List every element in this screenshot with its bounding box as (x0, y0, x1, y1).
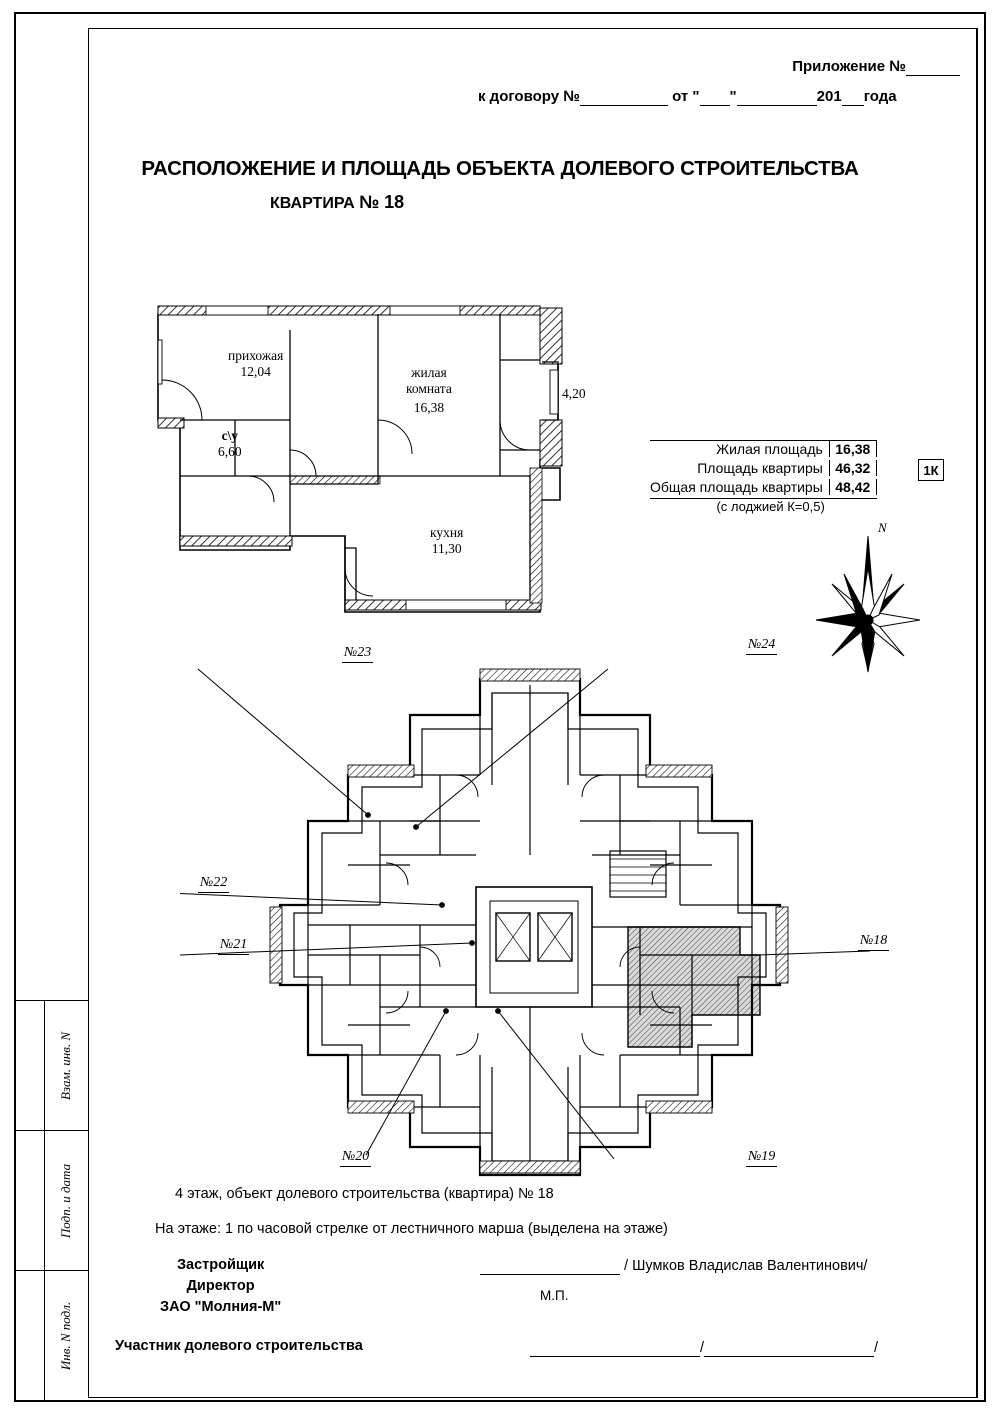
participant-slash-2: / (874, 1340, 879, 1356)
contract-year-suffix: года (863, 88, 897, 105)
area-label-flat: Площадь квартиры (697, 460, 823, 476)
area-value-total: 48,42 (829, 479, 877, 495)
contract-quote: " (729, 88, 737, 105)
stamp-column (16, 1000, 88, 1400)
page-subtitle (270, 192, 404, 213)
stamp-text-vzam: Взам. инв. N (58, 1031, 74, 1100)
room-name-living-2: комната (406, 380, 452, 396)
room-label-kitchen (430, 525, 463, 556)
callout-23: №23 (342, 645, 373, 663)
appendix-blank (906, 58, 960, 76)
room-label-hallway (228, 348, 283, 379)
room-area-kitchen: 11,30 (431, 540, 462, 556)
room-label-bathroom (218, 428, 242, 459)
developer-label: Застройщик (176, 1257, 265, 1273)
stamp-cell-podp (16, 1131, 88, 1271)
room-name-kitchen: кухня (430, 525, 464, 540)
stamp-cell-vzam (16, 1001, 88, 1131)
company-name: ЗАО "Молния-М" (160, 1299, 282, 1316)
participant-label: Участник долевого строительства (115, 1338, 363, 1354)
room-label-loggia (562, 386, 586, 402)
room-name-hallway: прихожая (228, 348, 284, 363)
contract-day-blank (700, 88, 730, 106)
contract-month-blank (737, 88, 817, 106)
contract-prefix: к договору № (478, 88, 580, 105)
callout-24: №24 (746, 637, 777, 655)
area-label-total: Общая площадь квартиры (650, 479, 823, 495)
page-title: РАСПОЛОЖЕНИЕ И ПЛОЩАДЬ ОБЪЕКТА ДОЛЕВОГО СТРОИТЕЛЬСТВА (141, 157, 859, 180)
area-label-living: Жилая площадь (716, 441, 823, 457)
participant-blank-1 (530, 1340, 700, 1357)
callout-19: №19 (746, 1149, 777, 1167)
callout-22: №22 (198, 875, 229, 893)
stamp-cell-inv (16, 1271, 88, 1401)
subtitle-prefix: КВАРТИРА (270, 195, 355, 212)
floor-plan (180, 637, 888, 1185)
participant-signature-lines (530, 1340, 878, 1357)
room-area-living: 16,38 (413, 400, 445, 416)
appendix-line (792, 58, 960, 76)
floor-plan-svg (180, 655, 880, 1185)
stamp-label-podp (44, 1131, 88, 1270)
area-row-living (650, 440, 877, 460)
room-area-loggia: 4,20 (562, 386, 586, 401)
signature-name: / Шумков Владислав Валентинович/ (624, 1258, 868, 1274)
apartment-plan-svg (140, 300, 620, 630)
mp-label: М.П. (540, 1288, 569, 1303)
appendix-label: Приложение № (792, 58, 906, 75)
area-note: (с лоджией К=0,5) (716, 499, 825, 514)
room-name-bathroom: с\у (221, 428, 239, 443)
area-row-total (650, 479, 877, 499)
subtitle-number: № 18 (359, 192, 405, 212)
callout-20: №20 (340, 1149, 371, 1167)
stamp-text-podp: Подп. и дата (58, 1163, 74, 1238)
director-label: Директор (186, 1278, 255, 1295)
area-value-living: 16,38 (829, 441, 877, 457)
room-area-hallway: 12,04 (240, 363, 271, 379)
area-row-flat (650, 460, 877, 479)
contract-year: 201 (816, 88, 842, 105)
position-info-line: На этаже: 1 по часовой стрелке от лестничного марша (выделена на этаже) (155, 1221, 668, 1237)
stamp-label-inv (44, 1271, 88, 1401)
room-area-bathroom: 6,60 (218, 443, 242, 459)
highlighted-apartment-18 (628, 927, 760, 1047)
participant-slash-1: / (700, 1340, 705, 1356)
contract-year-blank (842, 88, 864, 106)
participant-blank-2 (704, 1340, 874, 1357)
area-summary (650, 440, 939, 514)
callout-21: №21 (218, 937, 249, 955)
contract-line (478, 88, 897, 106)
signature-line (480, 1258, 867, 1275)
developer-block (160, 1255, 281, 1318)
contract-ot: от " (672, 88, 700, 105)
flat-type-badge: 1К (918, 459, 944, 481)
apartment-plan (140, 300, 620, 630)
stamp-text-inv: Инв. N подл. (58, 1301, 74, 1371)
floor-info-line: 4 этаж, объект долевого строительства (квартира) № 18 (175, 1186, 554, 1202)
contract-number-blank (580, 88, 668, 106)
room-name-living: жилая (411, 365, 447, 380)
callout-18: №18 (858, 933, 889, 951)
stamp-label-vzam (44, 1001, 88, 1130)
compass-north-label: N (878, 520, 887, 535)
signature-blank (480, 1258, 620, 1275)
area-value-flat: 46,32 (829, 460, 877, 476)
room-label-living (406, 365, 452, 416)
